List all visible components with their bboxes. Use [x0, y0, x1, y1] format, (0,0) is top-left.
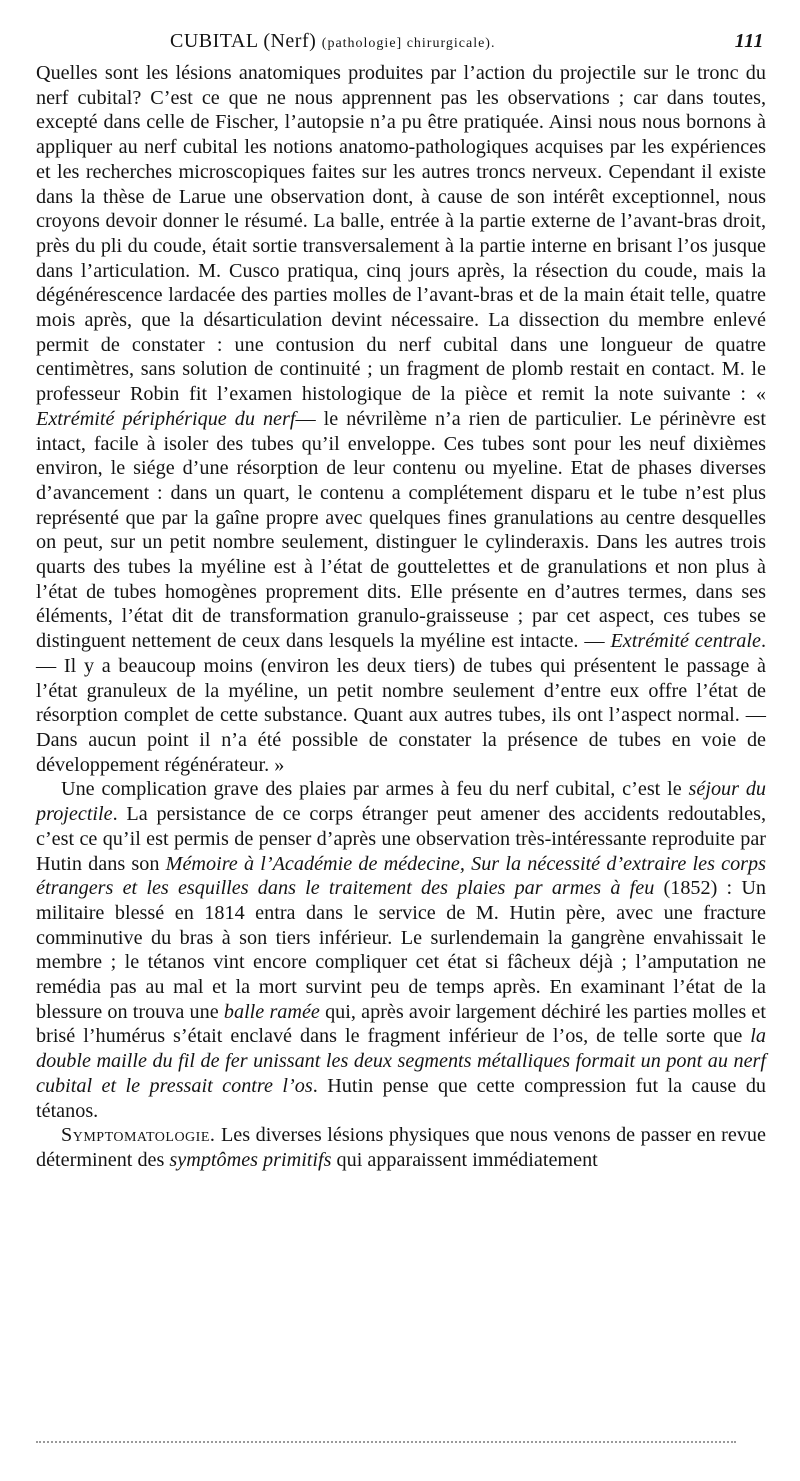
text-run: . La persistance de ce corps étranger peut amener des accidents redoutables, c’est ce qu’il est permis de penser d’après une observation très-intéressante reproduite par Hutin dans son	[36, 803, 766, 875]
italic-run: Mémoire à l’Académie de médecine, Sur la nécessité d’extraire les corps étrangers et les esquilles dans le traitement des plaies par armes à feu	[36, 852, 766, 900]
italic-run: la double maille du fil de fer unissant les deux segments métalliques formait un pont au nerf cubital et le pressait contre l’os	[36, 1025, 766, 1097]
footer-rule	[36, 1441, 736, 1443]
text-run: Une complication grave des plaies par armes à feu du nerf cubital, c’est le	[61, 778, 689, 801]
text-run: . Hutin pense que cette compression fut la cause du tétanos.	[36, 1074, 767, 1122]
text-run: . — Il y a beaucoup moins (environ les deux tiers) de tubes qui présentent le passage à l’état granuleux de la myéline, un petit nombre seulement d’entre eux offre l’état de résorption complet de cette substance. Quant aux autres tubes, ils ont l’aspect normal. — Dans aucun point il n’a été possible de constater la présence de tubes en voie de développement régénérateur. »	[36, 630, 766, 776]
body-text	[36, 61, 766, 1173]
page-number: 111	[734, 30, 764, 52]
italic-run: balle ramée	[223, 1000, 320, 1023]
italic-run: symptômes primitifs	[169, 1148, 332, 1171]
italic-run: Extrémité périphérique du nerf	[36, 407, 296, 430]
page-header	[36, 30, 766, 56]
italic-run: Extrémité centrale	[610, 630, 761, 653]
paragraph-projectile	[36, 777, 766, 1123]
running-head-subtitle: (pathologie] chirurgicale).	[321, 36, 496, 51]
running-head	[170, 30, 495, 53]
text-run: qui apparaissent immédiatement	[331, 1148, 598, 1171]
text-run: Quelles sont les lésions anatomiques produites par l’action du projectile sur le tronc du nerf cubital? C’est ce que ne nous apprennent pas les observations ; car dans toutes, excepté dans celle de Fischer, l’autopsie n’a pu être pratiquée. Ainsi nous nous bornons à appliquer au nerf cubital les notions anatomo-pathologiques acquises par les expériences et les recherches microscopiques faites sur les autres troncs nerveux. Cependant il existe dans la thèse de Larue une observation dont, à cause de son intérêt exceptionnel, nous croyons devoir donner le résumé. La balle, entrée à la partie externe de l’avant-bras droit, près du pli du coude, était sortie transversalement à la partie interne en brisant l’os jusque dans l’articulation. M. Cusco pratiqua, cinq jours après, la résection du coude, mais la dégénérescence lardacée des parties molles de l’avant-bras et de la main était telle, quatre mois après, que la désarticulation devint nécessaire. La dissection du membre enlevé permit de constater : une contusion du nerf cubital dans une longueur de quatre centimètres, sans solution de continuité ; un fragment de plomb restait en contact. M. le professeur Robin fit l’examen histologique de la pièce et remit la note suivante : «	[36, 62, 766, 406]
text-run: — le névrilème n’a rien de particulier. Le périnèvre est intact, facile à isoler des tubes qu’il enveloppe. Ces tubes sont pour les neuf dixièmes environ, le siége d’une résorption de leur contenu ou myeline. Etat de phases diverses d’avancement : dans un quart, le contenu a complétement disparu et le tube n’est plus représenté que par la gaîne propre avec quelques fines granulations au centre desquelles on peut, sur un petit nombre seulement, distinguer le cylinderaxis. Dans les autres trois quarts des tubes la myéline est à l’état de gouttelettes et de granulations et non plus à l’état de tubes homogènes proprement dits. Elle présente en d’autres termes, dans ses éléments, l’état dit de transformation granulo-graisseuse ; par cet aspect, ces tubes se distinguent nettement de ceux dans lesquels la myéline est intacte. —	[36, 407, 766, 653]
section-heading: Symptomatologie.	[61, 1124, 216, 1147]
paragraph-lesions	[36, 61, 766, 777]
running-head-title: CUBITAL (Nerf)	[170, 30, 322, 52]
text-run: Les diverses lésions physiques que nous venons de passer en revue déterminent des	[36, 1124, 766, 1171]
paragraph-symptomatologie	[36, 1123, 766, 1172]
book-page	[36, 30, 766, 1173]
text-run: (1852) : Un militaire blessé en 1814 entra dans le service de M. Hutin père, avec une fracture comminutive du bras à son tiers inférieur. Le surlendemain la gangrène envahissait le membre ; le tétanos vint encore compliquer cet état si fâcheux déjà ; l’amputation ne remédia pas au mal et la mort survint peu de temps après. En examinant l’état de la blessure on trouva une	[36, 877, 766, 1023]
italic-run: séjour du projectile	[36, 778, 766, 826]
text-run: qui, après avoir largement déchiré les parties molles et brisé l’humérus s’était enclavé dans le fragment inférieur de l’os, de telle sorte que	[36, 1000, 766, 1048]
